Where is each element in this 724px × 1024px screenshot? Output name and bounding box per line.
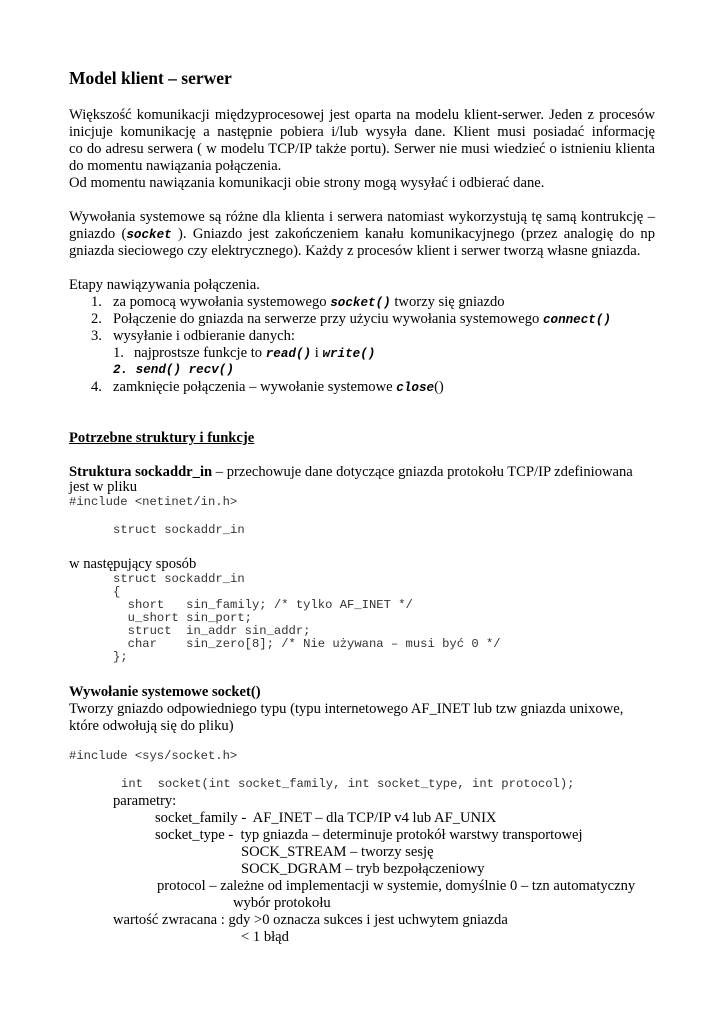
stage-1-number: 1. [91, 294, 102, 310]
param-protocol: protocol – zależne od implementacji w systemie, domyślnie 0 – tzn automatyczny [157, 878, 636, 894]
intro-line-1: Większość komunikacji międzyprocesowej jest oparta na modelu klient-serwer. Jeden z procesów [69, 107, 655, 123]
code-line: u_short sin_port; [113, 611, 252, 625]
params-label: parametry: [113, 793, 177, 809]
param-socket-family: socket_family - AF_INET – dla TCP/IP v4 lub AF_UNIX [155, 810, 497, 826]
socket-call-line-1: Tworzy gniazdo odpowiedniego typu (typu internetowego AF_INET lub tzw gniazda unixowe, [69, 701, 624, 717]
code-line: struct in_addr sin_addr; [113, 624, 311, 638]
stage-2-number: 2. [91, 311, 102, 327]
sockaddr-declaration: struct sockaddr_in [113, 523, 245, 537]
substage-1: najprostsze funkcje to read() i write() [134, 345, 376, 361]
stage-4: zamknięcie połączenia – wywołanie systemowe close() [113, 379, 444, 395]
intro-line-4: do momentu nawiązania połączenia. [69, 158, 282, 174]
param-socket-type: socket_type - typ gniazda – determinuje protokół warstwy transportowej [155, 827, 583, 843]
intro-line-3: co do adresu serwera ( w modelu TCP/IP także portu). Serwer nie musi wiedzieć o istnieniu klienta [69, 141, 655, 157]
stage-1: za pomocą wywołania systemowego socket() tworzy się gniazdo [113, 294, 505, 310]
return-error: < 1 błąd [241, 929, 289, 945]
param-sock-dgram: SOCK_DGRAM – tryb bezpołączeniowy [241, 861, 485, 877]
section-heading: Potrzebne struktury i funkcje [69, 430, 255, 446]
socket-call-heading: Wywołanie systemowe socket() [69, 684, 261, 700]
page-title: Model klient – serwer [69, 68, 232, 88]
socket-prototype: int socket(int socket_family, int socket_type, int protocol); [121, 777, 575, 791]
sockaddr-follow: w następujący sposób [69, 556, 197, 572]
substage-1-number: 1. [113, 345, 124, 361]
code-line: { [113, 585, 121, 599]
stages-heading: Etapy nawiązywania połączenia. [69, 277, 260, 293]
code-line: char sin_zero[8]; /* Nie używana – musi być 0 */ [113, 637, 501, 651]
sockaddr-line-2: jest w pliku [69, 479, 138, 495]
sockaddr-line-1: Struktura sockaddr_in – przechowuje dane dotyczące gniazda protokołu TCP/IP zdefiniowana [69, 464, 633, 480]
calls-line-1: Wywołania systemowe są różne dla klienta i serwera natomiast wykorzystują tę samą kontrukcję – [69, 209, 655, 225]
stage-4-number: 4. [91, 379, 102, 395]
intro-line-5: Od momentu nawiązania komunikacji obie strony mogą wysyłać i odbierać dane. [69, 175, 545, 191]
include-sys-socket: #include <sys/socket.h> [69, 749, 238, 763]
code-line: short sin_family; /* tylko AF_INET */ [113, 598, 413, 612]
param-sock-stream: SOCK_STREAM – tworzy sesję [241, 844, 434, 860]
calls-line-3: gniazda sieciowego czy elektrycznego). Każdy z procesów klient i serwer tworzą własne gniazda. [69, 243, 641, 259]
stage-3-number: 3. [91, 328, 102, 344]
code-line: }; [113, 650, 128, 664]
socket-keyword: socket [126, 228, 172, 242]
return-value: wartość zwracana : gdy >0 oznacza sukces i jest uchwytem gniazda [113, 912, 508, 928]
include-netinet: #include <netinet/in.h> [69, 495, 238, 509]
calls-line-2: gniazdo (socket ). Gniazdo jest zakończeniem kanału komunikacyjnego (przez analogię do np [69, 226, 655, 242]
stage-2: Połączenie do gniazda na serwerze przy użyciu wywołania systemowego connect() [113, 311, 611, 327]
stage-3: wysyłanie i odbieranie danych: [113, 328, 295, 344]
socket-call-line-2: które odwołują się do pliku) [69, 718, 234, 734]
param-protocol-cont: wybór protokołu [233, 895, 331, 911]
substage-2: 2. send() recv() [113, 363, 234, 377]
intro-line-2: inicjuje komunikację a następnie pobiera i/lub wysyła dane. Klient musi posiadać informację [69, 124, 655, 140]
code-line: struct sockaddr_in [113, 572, 245, 586]
